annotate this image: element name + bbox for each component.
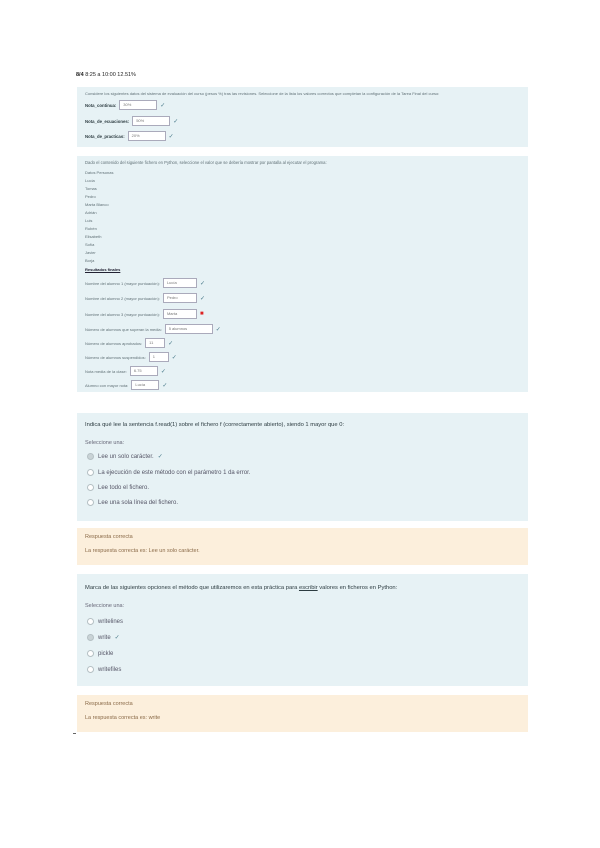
row-label: Nombre del alumno 2 (mayor puntuación): [85,295,160,301]
answer-select[interactable]: Marta [163,309,197,319]
check-icon: ✓ [199,295,205,302]
dropdown-row [85,278,205,288]
check-icon: ✓ [171,354,177,361]
dropdown-row [85,366,166,376]
radio-button[interactable] [87,453,94,460]
header-time: 8:25 a 10:00 12.51% [85,72,136,78]
option-label: writefiles [98,666,122,673]
answer-select[interactable]: 50% [132,116,170,126]
check-icon: ✓ [199,280,205,287]
file-line: Marta Blanco [85,202,109,207]
radio-button[interactable] [87,499,94,506]
row-label: Nota_continua: [85,102,117,108]
question-card-1 [77,87,528,147]
radio-button[interactable] [87,618,94,625]
file-line: Luis [85,218,93,223]
option[interactable] [87,634,120,641]
file-line: Elisabeth [85,234,102,239]
option-label: La ejecución de este método con el parámetro 1 da error. [98,469,251,476]
dropdown-row [85,324,221,334]
answer-select[interactable]: 20% [128,131,166,141]
option[interactable] [87,469,250,476]
file-line: Borja [85,258,95,263]
dropdown-row [85,338,173,348]
dropdown-row [85,100,165,110]
feedback-box-3 [77,528,528,565]
question-text-part: valores en ficheros en Python: [317,585,398,591]
option[interactable] [87,499,178,506]
row-label: Número de alumnos suspendidos: [85,354,146,360]
feedback-text: La respuesta correcta es: Lee un solo carácter. [85,548,200,554]
check-icon: ✓ [160,368,166,375]
question-card-3 [77,413,528,521]
file-line: Datos Personas [85,170,114,175]
row-label: Alumno con mayor nota: [85,382,129,388]
row-label: Nombre del alumno 3 (mayor puntuación): [85,311,160,317]
file-line: Pedro [85,194,96,199]
answer-select[interactable]: 5 alumnos [165,324,213,334]
file-line: Tomas [85,186,97,191]
page-header [76,72,136,78]
check-icon: ✓ [168,340,174,347]
dropdown-row [85,293,205,303]
check-icon: ✓ [114,635,120,641]
answer-select[interactable]: 30% [119,100,157,110]
option[interactable] [87,650,113,657]
answer-select[interactable]: Pedro [163,293,197,303]
question-card-2 [77,156,528,392]
feedback-title: Respuesta correcta [85,701,133,707]
radio-button[interactable] [87,650,94,657]
radio-button[interactable] [87,634,94,641]
results-link[interactable]: Resultados finales [85,267,121,272]
dropdown-row [85,309,204,319]
radio-button[interactable] [87,484,94,491]
option-label: pickle [98,650,114,657]
option-label: Lee un solo carácter. [98,453,154,460]
option[interactable] [87,484,149,491]
header-date: 8/4 [76,72,84,78]
file-line: Lucía [85,178,95,183]
cross-icon: ■ [199,311,204,317]
option-label: Lee una sola línea del fichero. [98,499,179,506]
check-icon: ✓ [162,382,168,389]
divider [73,733,76,734]
row-label: Nota_de_practicas: [85,133,125,139]
question-text-part: Marca de las siguientes opciones el método que utilizaremos en esta práctica para [85,585,299,591]
feedback-title: Respuesta correcta [85,534,133,540]
select-label: Seleccione una: [85,440,125,446]
option-label: writelines [98,618,124,625]
option[interactable] [87,453,163,460]
check-icon: ✓ [160,102,166,109]
check-icon: ✓ [173,118,179,125]
row-label: Nota media de la clase: [85,368,127,374]
option-label: write [98,634,111,641]
feedback-box-4 [77,695,528,732]
radio-button[interactable] [87,666,94,673]
file-line: Sofía [85,242,95,247]
question-keyword: escribir [298,585,318,591]
question-text [85,585,397,591]
option-label: Lee todo el fichero. [98,484,150,491]
feedback-text: La respuesta correcta es: write [85,715,161,721]
row-label: Nota_de_ecuaciones: [85,118,130,124]
answer-select[interactable]: 6.75 [130,366,158,376]
check-icon: ✓ [168,133,174,140]
file-line: Rubén [85,226,97,231]
dropdown-row [85,131,174,141]
check-icon: ✓ [215,326,221,333]
check-icon: ✓ [157,454,163,460]
question-intro: Considere los siguientes datos del sistema de evaluación del curso (pesos %) tras las revisiones. Seleccione de la lista los valores correctos que completan la configuración de la Tarea Final del curso: [85,91,440,96]
answer-select[interactable]: 1 [149,352,169,362]
answer-select[interactable]: Lucía [163,278,197,288]
dropdown-row [85,352,177,362]
radio-button[interactable] [87,469,94,476]
row-label: Número de alumnos aprobados: [85,340,143,346]
question-card-4 [77,574,528,686]
select-label: Seleccione una: [85,603,125,609]
dropdown-row [85,380,167,390]
file-line: Javier [85,250,96,255]
question-intro: Dado el contenido del siguiente fichero en Python, seleccione el valor que se debería mostrar por pantalla al ejecutar el programa: [85,160,327,165]
dropdown-row [85,116,178,126]
option[interactable] [87,666,121,673]
answer-select[interactable]: 11 [145,338,165,348]
file-line: Adrián [85,210,97,215]
question-text: Indica qué lee la sentencia f.read(1) sobre el fichero f (correctamente abierto), siendo 1 mayor que 0: [85,422,345,428]
row-label: Nombre del alumno 1 (mayor puntuación): [85,280,160,286]
row-label: Número de alumnos que superan la media: [85,326,162,332]
answer-select[interactable]: Lucía [131,380,159,390]
option[interactable] [87,618,123,625]
